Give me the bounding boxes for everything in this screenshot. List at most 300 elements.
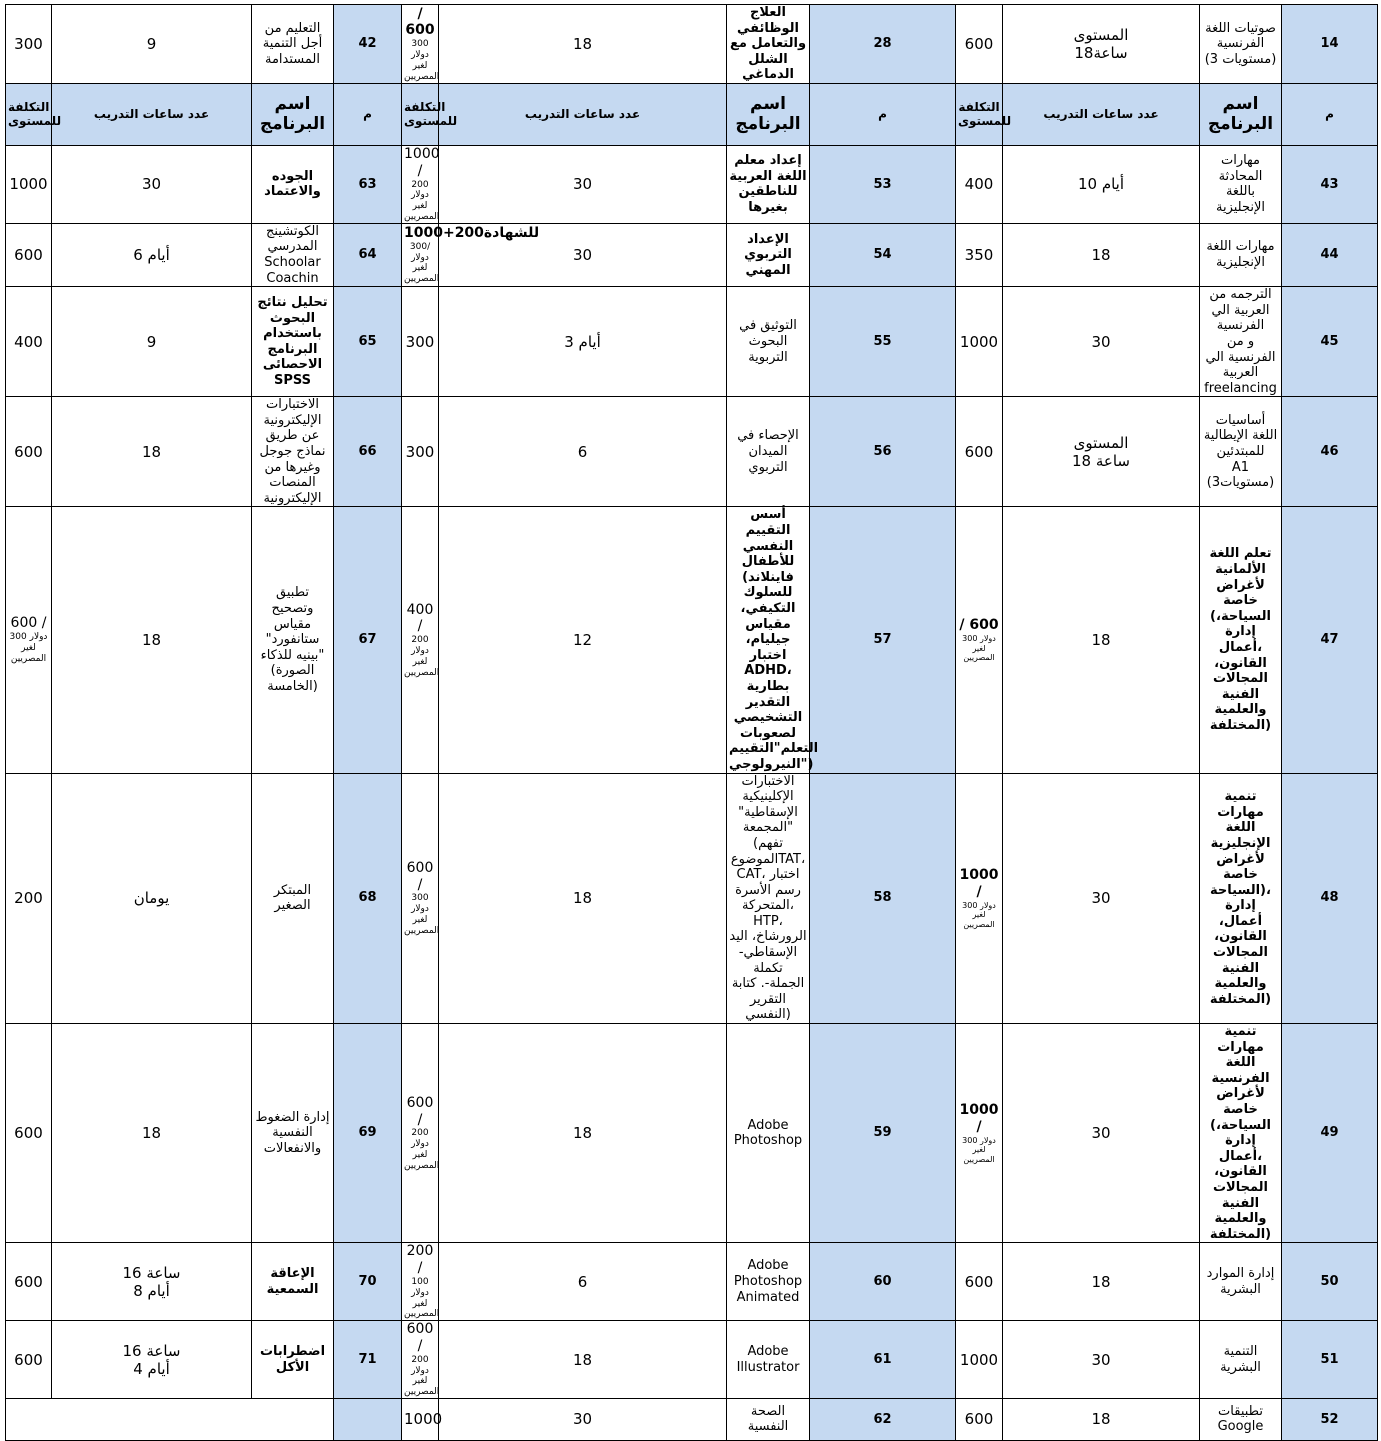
row-number-cell (1282, 5, 1378, 84)
program-name-cell (1200, 397, 1282, 507)
cost-note: 300 دولار لغير المصريين (404, 893, 440, 936)
cost-value: 600 (964, 1272, 994, 1291)
column-header-index-text: م (878, 107, 887, 122)
column-header-index (1282, 83, 1378, 145)
hours-cell (439, 397, 727, 507)
empty-cell (6, 1398, 334, 1440)
program-name-cell (1200, 1243, 1282, 1321)
program-name-cell-text: تطبيقات Google (1217, 1403, 1264, 1435)
hours-cell-text: 18 (572, 1350, 593, 1369)
program-name-cell (1200, 1024, 1282, 1243)
row-number-cell-text: 71 (358, 1351, 377, 1367)
program-name-cell (252, 773, 334, 1024)
hours-cell (1003, 507, 1200, 773)
cost-cell (6, 1024, 52, 1243)
row-number-cell (810, 1243, 956, 1321)
row-number-cell-text: 68 (358, 890, 377, 906)
table-row (6, 223, 1378, 286)
cost-main: 1000 / (959, 1102, 999, 1135)
cost-cell (956, 1321, 1003, 1399)
cost-note: 200 دولار لغير المصريين (404, 1354, 440, 1398)
program-name-cell-text: اضطرابات الأكل (259, 1343, 326, 1375)
row-number-cell-text: 49 (1320, 1125, 1339, 1141)
column-header-cost-text: التكلفة للمستوى (404, 100, 458, 129)
row-number-cell-text: 43 (1320, 176, 1339, 192)
table-row (6, 773, 1378, 1024)
table-row (6, 1024, 1378, 1243)
program-name-cell (727, 1024, 810, 1243)
hours-cell (439, 1398, 727, 1440)
hours-cell-text: المستوى 18 ساعة (1072, 433, 1130, 470)
cost-note: 300 دولار لغير المصريين (9, 632, 48, 664)
hours-cell-text: 30 (572, 175, 593, 194)
cost-cell (402, 507, 439, 773)
row-number-cell-text: 65 (358, 333, 377, 349)
row-number-cell-text: 58 (873, 890, 892, 906)
cost-value: 600 (964, 1410, 994, 1429)
hours-cell-text: 18 (1091, 1410, 1111, 1429)
row-number-cell-text: 61 (873, 1351, 892, 1367)
row-number-cell (334, 1024, 402, 1243)
hours-cell (52, 1321, 252, 1399)
program-name-cell-text: الاختبارات الإليكترونية عن طريق نماذج جوجل وغيرها من المنصات الإليكترونية (259, 397, 326, 506)
row-number-cell (334, 287, 402, 397)
row-number-cell-text: 56 (873, 444, 892, 460)
row-number-cell (1282, 773, 1378, 1024)
program-name-cell-text: المبتكر الصغير (273, 882, 312, 914)
row-number-cell-text: 59 (873, 1125, 892, 1141)
hours-cell (52, 397, 252, 507)
column-header-index-text: م (363, 107, 372, 122)
hours-cell (1003, 287, 1200, 397)
row-number-cell-text: 67 (358, 632, 377, 648)
program-name-cell-text: تنمية مهارات اللغة الإنجليزية لأغراض خاصة (السياحة، إدارة أعمال، القانون، المجالات الفنية والعلمية المختلفة) (1209, 789, 1272, 1007)
row-number-cell (1282, 1321, 1378, 1399)
program-name-cell-text: صوتيات اللغة الفرنسية (3 مستويات) (1204, 20, 1277, 67)
hours-cell (1003, 1024, 1200, 1243)
cost-cell (956, 397, 1003, 507)
programs-table (5, 4, 1378, 1441)
program-name-cell (727, 287, 810, 397)
program-name-cell-text: Adobe Photoshop Animated (733, 1258, 803, 1305)
hours-cell-text: 10 أيام (1077, 175, 1125, 194)
cost-cell (402, 1398, 443, 1440)
hours-cell (439, 1024, 727, 1243)
cost-cell (956, 223, 1003, 286)
row-number-cell (810, 1398, 956, 1440)
column-header-hours-text: عدد ساعات التدريب (1043, 107, 1159, 122)
cost-note: 300 دولار لغير المصريين (962, 1135, 996, 1164)
hours-cell (52, 507, 252, 773)
program-name-cell (1200, 1398, 1282, 1440)
column-header-name (727, 83, 810, 145)
hours-cell-text: 18 (141, 1124, 162, 1143)
program-name-cell-text: إدارة الموارد البشرية (1206, 1266, 1275, 1297)
hours-cell-text: 18 (141, 630, 162, 649)
program-name-cell-text: التوثيق في البحوث التربوية (739, 318, 797, 365)
row-number-cell (810, 507, 956, 773)
hours-cell (1003, 223, 1200, 286)
cost-note: 300 دولار لغير المصريين (962, 900, 996, 929)
row-number-cell-text: 63 (358, 176, 377, 192)
program-name-cell-text: أساسيات اللغة الإيطالية للمبتدئين A1 (3مستويات) (1203, 412, 1278, 491)
program-name-cell (727, 397, 810, 507)
cost-value: 1000 (9, 175, 48, 194)
cost-cell (6, 1243, 52, 1321)
row-number-cell (810, 5, 956, 84)
row-number-cell (334, 397, 402, 507)
hours-cell (52, 145, 252, 223)
hours-cell (439, 5, 727, 84)
row-number-cell (1282, 397, 1378, 507)
cost-value: 600 (14, 1272, 43, 1291)
program-name-cell (727, 1321, 810, 1399)
hours-cell-text: 18 (1091, 245, 1111, 264)
program-name-cell-text: تحليل نتائج البحوث باستخدام البرنامج الاحصائى SPSS (257, 294, 328, 388)
cost-note: 100 دولار لغير المصريين (404, 1276, 440, 1320)
program-name-cell-text: التعليم من أجل التنمية المستدامة (262, 20, 323, 67)
row-number-cell-text: 60 (873, 1273, 892, 1289)
cost-main: 1000+200للشهادة (404, 224, 540, 241)
hours-cell-text: 18 (572, 889, 593, 908)
cost-main: 600 / (10, 615, 47, 632)
cost-value: 1000 (959, 332, 999, 351)
row-number-cell-text: 45 (1320, 333, 1339, 349)
cost-value: 350 (964, 245, 994, 264)
cost-cell (402, 1243, 439, 1321)
cost-cell (402, 1024, 439, 1243)
row-number-cell (1282, 223, 1378, 286)
hours-cell (1003, 397, 1200, 507)
column-header-index (810, 83, 956, 145)
table-row (6, 1243, 1378, 1321)
row-number-cell (810, 287, 956, 397)
program-name-cell (727, 5, 810, 84)
row-number-cell (1282, 1024, 1378, 1243)
program-name-cell (727, 1243, 810, 1321)
row-number-cell-text: 54 (873, 247, 892, 263)
program-name-cell-text: الترجمه من العربية الي الفرنسية و من الفرنسية الي العربية freelancing (1204, 287, 1277, 396)
column-header-name (1200, 83, 1282, 145)
row-number-cell (334, 1321, 402, 1399)
table-row (6, 83, 1378, 145)
table-row (6, 397, 1378, 507)
cost-value: 300 (405, 332, 435, 351)
row-number-cell-text: 48 (1320, 890, 1339, 906)
row-number-cell (1282, 287, 1378, 397)
program-name-cell-text: مهارات المحادثة باللغة الإنجليزية (1215, 153, 1266, 215)
program-name-cell-text: الجوده والاعتماد (264, 168, 321, 200)
program-name-cell (1200, 5, 1282, 84)
cost-value: 600 (964, 34, 994, 53)
cost-main: 200 / (406, 1243, 434, 1277)
cost-cell (402, 223, 540, 286)
cost-main: 600 / (406, 859, 434, 893)
hours-cell (439, 1243, 727, 1321)
cost-main: / 600 (959, 617, 999, 634)
hours-cell (1003, 773, 1200, 1024)
cost-cell (402, 145, 439, 223)
cost-cell (956, 5, 1003, 84)
row-number-cell (1282, 1398, 1378, 1440)
row-number-cell (810, 223, 956, 286)
column-header-cost (6, 83, 62, 145)
cost-cell (402, 773, 439, 1024)
program-name-cell-text: إعداد معلم اللغة العربية للناطقين بغيرها (729, 153, 807, 215)
row-number-cell (334, 507, 402, 773)
row-number-cell (1282, 145, 1378, 223)
table-row (6, 5, 1378, 84)
cost-main: / 600 (405, 5, 435, 39)
cost-value: 600 (14, 1350, 43, 1369)
column-header-name-text: اسم البرنامج (1207, 94, 1274, 135)
program-name-cell (1200, 507, 1282, 773)
cost-cell (956, 507, 1003, 773)
cost-value: 300 (14, 34, 43, 53)
hours-cell (439, 287, 727, 397)
cost-cell (6, 5, 52, 84)
hours-cell-text: 6 (577, 442, 588, 461)
cost-note: 300 دولار لغير المصريين (404, 39, 440, 82)
program-name-cell (252, 507, 334, 773)
program-name-cell-text: العلاج الوظائفي والتعامل مع الشلل الدماغي (729, 5, 807, 83)
program-name-cell (1200, 1321, 1282, 1399)
row-number-cell-text: 69 (358, 1125, 377, 1141)
row-number-cell (334, 773, 402, 1024)
hours-cell (1003, 1398, 1200, 1440)
hours-cell-text: 30 (1091, 889, 1111, 908)
hours-cell-text: 16 ساعة 8 أيام (122, 1263, 181, 1300)
cost-cell (402, 397, 439, 507)
program-name-cell (252, 223, 334, 286)
cost-value: 600 (14, 245, 43, 264)
cost-cell (956, 1243, 1003, 1321)
program-name-cell-text: أسس التقييم النفسي للأطفال (فاينلاند للسلوك التكيفي، مقياس جيليام، اختبار ADHD، بطارية التقدير التشخيصي لصعوبات التعلم"التقييم النيرولوجي") (729, 507, 819, 772)
row-number-cell-text: 50 (1320, 1273, 1339, 1289)
program-name-cell-text: تعلم اللغة الألمانية لأغراض خاصة (السياحة، إدارة أعمال، القانون، المجالات الفنية والعلمية المختلفة) (1209, 546, 1272, 733)
hours-cell (1003, 1243, 1200, 1321)
row-number-cell (334, 145, 402, 223)
cost-cell (6, 507, 52, 773)
program-name-cell-text: الكوتشينج المدرسي Schoolar Coachin (264, 223, 321, 286)
cost-value: 1000 (404, 1410, 443, 1429)
row-number-cell (810, 397, 956, 507)
row-number-cell (334, 1243, 402, 1321)
program-name-cell (252, 397, 334, 507)
program-name-cell-text: مهارات اللغة الإنجليزية (1206, 239, 1275, 270)
cost-cell (6, 223, 52, 286)
hours-cell-text: 30 (1091, 1350, 1111, 1369)
column-header-cost (956, 83, 1012, 145)
table-row (6, 1321, 1378, 1399)
program-name-cell-text: تطبيق وتصحيح مقياس "ستانفورد بينيه للذكاء" (الصورة الخامسة) (260, 585, 325, 694)
row-number-cell (810, 773, 956, 1024)
row-number-cell-text: 52 (1320, 1411, 1339, 1427)
program-name-cell-text: Adobe Illustrator (736, 1343, 800, 1375)
hours-cell-text: 3 أيام (564, 332, 601, 351)
hours-cell (52, 1243, 252, 1321)
program-name-cell-text: الإعداد التربوي المهني (744, 231, 792, 278)
program-name-cell-text: Adobe Photoshop (733, 1117, 803, 1149)
cost-value: 300 (405, 442, 435, 461)
column-header-name-text: اسم البرنامج (259, 94, 326, 135)
cost-cell (6, 397, 52, 507)
program-name-cell-text: الإحصاء في الميدان التربوي (737, 428, 799, 475)
column-header-cost-text: التكلفة للمستوى (958, 100, 1012, 129)
program-name-cell-text: إدارة الضغوط النفسية والانفعالات (255, 1109, 330, 1156)
row-number-cell (1282, 507, 1378, 773)
program-name-cell-text: الإعاقة السمعية (266, 1266, 319, 1297)
cost-cell (402, 287, 439, 397)
hours-cell-text: 18 (572, 34, 593, 53)
hours-cell-text: 6 (577, 1272, 588, 1291)
cost-value: 400 (14, 332, 43, 351)
row-number-cell-text: 66 (358, 444, 377, 460)
column-header-hours (52, 83, 252, 145)
row-number-cell-text: 44 (1320, 247, 1339, 263)
hours-cell-text: 18 (1091, 630, 1111, 649)
program-name-cell (727, 145, 810, 223)
row-number-cell (334, 223, 402, 286)
column-header-cost-text: التكلفة للمستوى (8, 100, 62, 129)
hours-cell-text: 9 (146, 332, 157, 351)
cost-note: 200 دولار لغير المصريين (404, 635, 440, 678)
table-row (6, 145, 1378, 223)
hours-cell (1003, 5, 1200, 84)
hours-cell (52, 287, 252, 397)
program-name-cell (727, 773, 810, 1024)
row-number-cell-text: 53 (873, 176, 892, 192)
cost-cell (956, 1398, 1003, 1440)
program-name-cell (1200, 223, 1282, 286)
hours-cell-text: 12 (572, 630, 593, 649)
column-header-name (252, 83, 334, 145)
row-number-cell-text: 55 (873, 333, 892, 349)
hours-cell (52, 5, 252, 84)
cost-value: 600 (964, 442, 994, 461)
row-number-cell (810, 145, 956, 223)
column-header-cost (402, 83, 458, 145)
hours-cell (1003, 1321, 1200, 1399)
hours-cell (52, 1024, 252, 1243)
table-row (6, 287, 1378, 397)
program-name-cell (727, 1398, 810, 1440)
row-number-cell (1282, 1243, 1378, 1321)
cost-note: 200 دولار لغير المصريين (404, 179, 440, 222)
cost-main: 400 / (406, 601, 434, 635)
column-header-index-text: م (1325, 107, 1334, 122)
program-name-cell (727, 223, 810, 286)
column-header-hours (1003, 83, 1200, 145)
hours-cell (439, 145, 727, 223)
cost-cell (956, 773, 1003, 1024)
program-name-cell (252, 145, 334, 223)
hours-cell (439, 1321, 727, 1399)
column-header-index (334, 83, 402, 145)
program-name-cell (1200, 287, 1282, 397)
row-number-cell-text: 62 (873, 1411, 892, 1427)
program-name-cell (252, 1243, 334, 1321)
hours-cell-text: المستوى 18ساعة (1073, 25, 1129, 62)
cost-cell (6, 287, 52, 397)
cost-cell (402, 1321, 439, 1399)
row-number-cell-text: 14 (1320, 36, 1339, 52)
cost-main: 600 / (406, 1094, 434, 1128)
row-number-cell (810, 1024, 956, 1243)
program-name-cell (252, 5, 334, 84)
cost-value: 1000 (959, 1350, 999, 1369)
cost-value: 400 (964, 175, 994, 194)
row-number-cell (810, 1321, 956, 1399)
hours-cell-text: 30 (572, 1410, 593, 1429)
cost-cell (956, 1024, 1003, 1243)
hours-cell-text: 30 (1091, 332, 1111, 351)
table-row (6, 507, 1378, 773)
program-name-cell (1200, 773, 1282, 1024)
cost-value: 600 (14, 1124, 43, 1143)
cost-note: 300/ دولار لغير المصريين (404, 241, 440, 285)
column-header-name-text: اسم البرنامج (735, 94, 801, 135)
program-name-cell (1200, 145, 1282, 223)
hours-cell-text: 30 (572, 245, 593, 264)
cost-main: 600 / (406, 1321, 434, 1354)
row-number-cell-text: 47 (1320, 632, 1339, 648)
row-number-cell-text: 70 (358, 1273, 377, 1289)
hours-cell-text: 30 (1091, 1124, 1111, 1143)
cost-cell (6, 1321, 52, 1399)
row-number-cell-text: 28 (873, 36, 892, 52)
cost-cell (402, 5, 439, 84)
hours-cell-text: يومان (133, 889, 170, 908)
hours-cell (52, 773, 252, 1024)
row-number-cell-text: 57 (873, 632, 892, 648)
row-number-cell-text: 64 (358, 247, 377, 263)
cost-main: 1000 / (959, 867, 999, 900)
row-number-cell-text: 51 (1320, 1351, 1339, 1367)
hours-cell (52, 223, 252, 286)
cost-value: 200 (14, 889, 43, 908)
table-row (6, 1398, 1378, 1440)
row-number-cell (334, 1398, 402, 1440)
hours-cell-text: 18 (141, 442, 162, 461)
hours-cell (439, 773, 727, 1024)
hours-cell-text: 30 (141, 175, 162, 194)
cost-cell (956, 145, 1003, 223)
column-header-hours-text: عدد ساعات التدريب (93, 107, 210, 122)
program-name-cell (252, 287, 334, 397)
row-number-cell-text: 42 (358, 36, 377, 52)
cost-cell (6, 145, 52, 223)
program-name-cell (252, 1024, 334, 1243)
hours-cell-text: 18 (1091, 1272, 1111, 1291)
hours-cell (439, 507, 727, 773)
hours-cell-text: 16 ساعة 4 أيام (122, 1341, 181, 1378)
cost-note: 200 دولار لغير المصريين (404, 1128, 440, 1171)
hours-cell-text: 9 (146, 34, 157, 53)
row-number-cell (334, 5, 402, 84)
program-name-cell-text: تنمية مهارات اللغة الفرنسية لأغراض خاصة (السياحة، إدارة أعمال، القانون، المجالات الفنية والعلمية المختلفة) (1209, 1024, 1272, 1242)
cost-cell (956, 287, 1003, 397)
cost-cell (6, 773, 52, 1024)
cost-value: 600 (14, 442, 43, 461)
column-header-hours-text: عدد ساعات التدريب (524, 107, 641, 122)
hours-cell-text: 18 (572, 1124, 593, 1143)
program-name-cell-text: الصحة النفسية (747, 1403, 789, 1435)
row-number-cell-text: 46 (1320, 444, 1339, 460)
program-name-cell (727, 507, 819, 773)
program-name-cell-text: التنمية البشرية (1220, 1343, 1261, 1375)
hours-cell (1003, 145, 1200, 223)
